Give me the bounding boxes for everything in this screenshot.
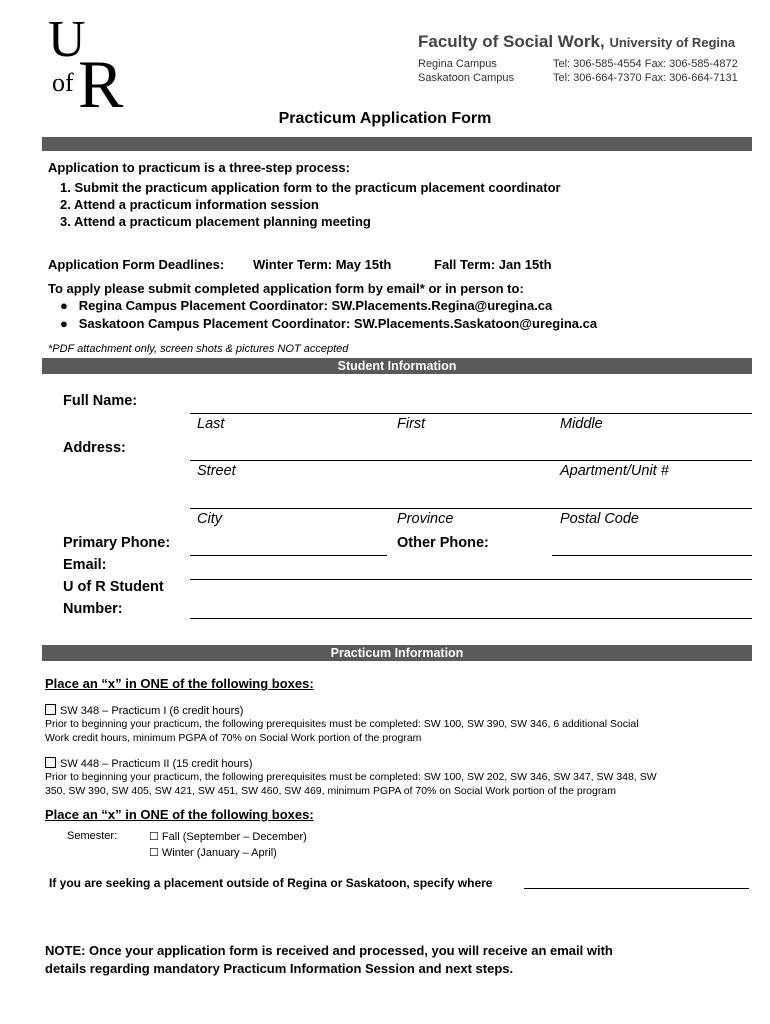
pdf-note: *PDF attachment only, screen shots & pictures NOT accepted [48, 343, 349, 355]
regina-campus-label: Regina Campus [418, 58, 497, 70]
city-caption: City [197, 511, 222, 527]
address-label: Address: [63, 440, 126, 456]
student-section-header: Student Information [42, 358, 752, 374]
regina-coordinator: ● Regina Campus Placement Coordinator: SW.Placements.Regina@uregina.ca [60, 298, 553, 313]
sw448-title: SW 448 – Practicum II (15 credit hours) [60, 758, 253, 770]
sw348-title: SW 348 – Practicum I (6 credit hours) [60, 705, 244, 717]
outside-placement-field[interactable] [524, 888, 749, 889]
other-phone-field[interactable] [552, 555, 752, 556]
intro-heading: Application to practicum is a three-step process: [48, 160, 350, 175]
note-line1: NOTE: Once your application form is received and processed, you will receive an email with [45, 943, 613, 958]
email-label: Email: [63, 557, 107, 573]
sw348-checkbox[interactable] [45, 704, 56, 715]
primary-phone-field[interactable] [190, 555, 387, 556]
note-line2: details regarding mandatory Practicum Information Session and next steps. [45, 961, 514, 976]
winter-deadline: Winter Term: May 15th [253, 257, 392, 272]
saskatoon-campus-label: Saskatoon Campus [418, 72, 514, 84]
sw448-checkbox[interactable] [45, 757, 56, 768]
postal-code-caption: Postal Code [560, 511, 639, 527]
saskatoon-coordinator-text: Saskatoon Campus Placement Coordinator: SW.Placements.Saskatoon@uregina.ca [78, 316, 598, 331]
deadlines-label: Application Form Deadlines: [48, 257, 225, 272]
street-caption: Street [197, 463, 236, 479]
regina-campus-contact: Tel: 306-585-4554 Fax: 306-585-4872 [553, 58, 738, 70]
sw448-option[interactable] [45, 757, 253, 770]
full-name-field[interactable] [190, 413, 752, 414]
step-3: 3. Attend a practicum placement planning meeting [60, 214, 371, 229]
student-number-label-line1: U of R Student [63, 579, 164, 595]
semester-winter-checkbox[interactable]: ☐ Winter (January – April) [149, 847, 277, 859]
sw448-prereq-line1: Prior to beginning your practicum, the following prerequisites must be completed: SW 100, SW 202, SW 346, SW 347, SW 348, SW [45, 771, 657, 783]
apply-heading: To apply please submit completed application form by email* or in person to: [48, 281, 524, 296]
last-name-caption: Last [197, 416, 225, 432]
semester-label: Semester: [67, 830, 118, 842]
step-2: 2. Attend a practicum information session [60, 197, 319, 212]
middle-name-caption: Middle [560, 416, 603, 432]
title-divider-bar [42, 137, 752, 151]
sw348-prereq-line2: Work credit hours, minimum PGPA of 70% on Social Work portion of the program [45, 732, 422, 744]
logo-letter-u: U [48, 11, 86, 68]
sw448-prereq-line2: 350, SW 390, SW 405, SW 421, SW 451, SW 460, SW 469, minimum PGPA of 70% on Social Work portion of the program [45, 785, 616, 797]
street-field[interactable] [190, 460, 752, 461]
other-phone-label: Other Phone: [397, 535, 489, 551]
email-field[interactable] [190, 579, 752, 580]
form-title: Practicum Application Form [278, 110, 492, 127]
university-logo [48, 11, 126, 122]
saskatoon-coordinator: ● Saskatoon Campus Placement Coordinator: SW.Placements.Saskatoon@uregina.ca [60, 316, 598, 331]
first-name-caption: First [397, 416, 426, 432]
saskatoon-campus-contact: Tel: 306-664-7370 Fax: 306-664-7131 [553, 72, 738, 84]
step-1: 1. Submit the practicum application form to the practicum placement coordinator [60, 180, 561, 195]
primary-phone-label: Primary Phone: [63, 535, 171, 551]
outside-placement-label: If you are seeking a placement outside of Regina or Saskatoon, specify where [49, 876, 493, 890]
student-number-label-line2: Number: [63, 601, 123, 617]
regina-coordinator-text: Regina Campus Placement Coordinator: SW.Placements.Regina@uregina.ca [78, 298, 553, 313]
sw348-option[interactable] [45, 704, 243, 717]
student-number-field[interactable] [190, 618, 752, 619]
apartment-caption: Apartment/Unit # [560, 463, 669, 479]
sw348-prereq-line1: Prior to beginning your practicum, the following prerequisites must be completed: SW 100, SW 390, SW 346, 6 additional Social [45, 718, 639, 730]
practicum-section-header: Practicum Information [42, 645, 752, 661]
logo-letters-of: of [52, 68, 74, 97]
semester-fall-checkbox[interactable]: ☐ Fall (September – December) [149, 831, 307, 843]
city-field[interactable] [190, 508, 752, 509]
practicum-instruction: Place an “x” in ONE of the following boxes: [45, 676, 314, 691]
university-name: University of Regina [609, 35, 736, 50]
full-name-label: Full Name: [63, 393, 138, 409]
faculty-heading [418, 32, 735, 52]
province-caption: Province [397, 511, 454, 527]
fall-deadline: Fall Term: Jan 15th [434, 257, 552, 272]
faculty-name: Faculty of Social Work, [418, 32, 605, 51]
logo-letter-r: R [78, 46, 124, 122]
semester-instruction: Place an “x” in ONE of the following boxes: [45, 807, 314, 822]
